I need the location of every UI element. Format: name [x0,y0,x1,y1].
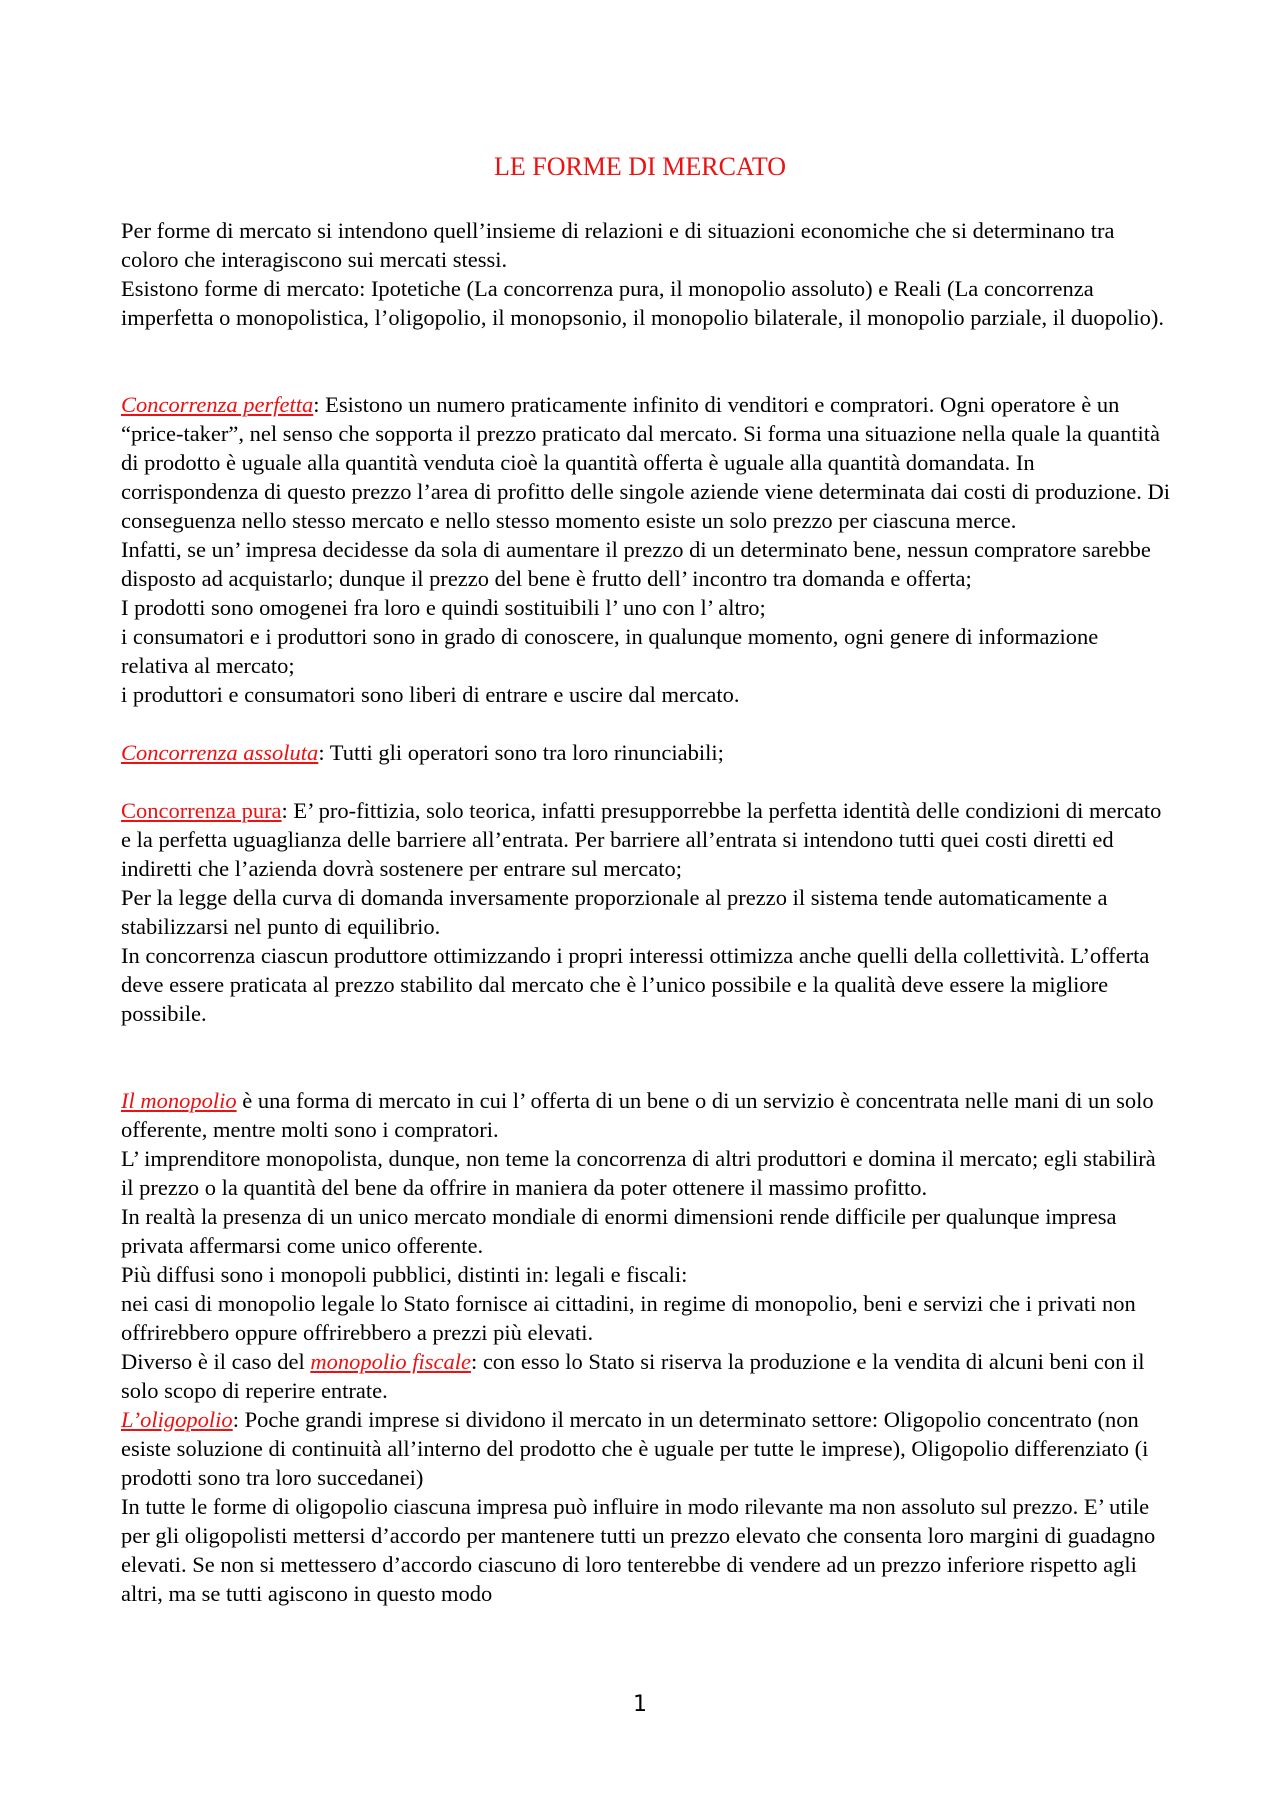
paragraph: In realtà la presenza di un unico mercato mondiale di enormi dimensioni rende difficile per qualunque impresa privata affermarsi come unico offerente. [121,1204,1117,1258]
section-monopolio [121,1086,1171,1144]
section-concorrenza-pura [121,796,1171,883]
paragraph: In concorrenza ciascun produttore ottimizzando i propri interessi ottimizza anche quelli della collettività. L’offerta deve essere praticata al prezzo stabilito dal mercato che è l’unico possibile e la qualità deve essere la migliore possibile. [121,943,1150,1026]
paragraph-text: : Poche grandi imprese si dividono il mercato in un determinato settore: Oligopolio concentrato (non esiste soluzione di continuità all’interno del prodotto che è uguale per tutte le imprese), Oligopolio differenziato (i prodotti sono tra loro succedanei) [121,1407,1149,1490]
paragraph-text: Diverso è il caso del [121,1349,311,1374]
paragraph: Infatti, se un’ impresa decidesse da sola di aumentare il prezzo di un determinato bene, nessun compratore sarebbe disposto ad acquistarlo; dunque il prezzo del bene è frutto dell’ incontro tra domanda e offerta; [121,537,1151,591]
term-concorrenza-assoluta: Concorrenza assoluta [121,740,319,765]
term-oligopolio: L’oligopolio [121,1407,233,1432]
paragraph: Esistono forme di mercato: Ipotetiche (La concorrenza pura, il monopolio assoluto) e Reali (La concorrenza imperfetta o monopolistica, l’oligopolio, il monopsonio, il monopolio bilaterale, il monopolio parziale, il duopolio). [121,276,1164,330]
paragraph-text: : Esistono un numero praticamente infinito di venditori e compratori. Ogni operatore è un “price-taker”, nel senso che sopporta il prezzo praticato dal mercato. Si forma una situazione nella quale la quantità di prodotto è uguale alla quantità venduta cioè la quantità offerta è uguale alla quantità domandata. In corrispondenza di questo prezzo l’area di profitto delle singole aziende viene determinata dai costi di produzione. Di conseguenza nello stesso mercato e nello stesso momento esiste un solo prezzo per ciascuna merce. [121,392,1170,533]
page-number: 1 [633,1692,647,1717]
term-concorrenza-perfetta: Concorrenza perfetta [121,392,314,417]
paragraph: L’ imprenditore monopolista, dunque, non teme la concorrenza di altri produttori e domina il mercato; egli stabilirà il prezzo o la quantità del bene da offrire in maniera da poter ottenere il massimo profitto. [121,1146,1156,1200]
paragraph: nei casi di monopolio legale lo Stato fornisce ai cittadini, in regime di monopolio, beni e servizi che i privati non offrirebbero oppure offrirebbero a prezzi più elevati. [121,1291,1136,1345]
paragraph: I prodotti sono omogenei fra loro e quindi sostituibili l’ uno con l’ altro; [121,595,766,620]
section-concorrenza-perfetta [121,390,1171,535]
page-title: LE FORME DI MERCATO [493,152,787,181]
term-il-monopolio: Il monopolio [121,1088,237,1113]
term-concorrenza-pura: Concorrenza pura [121,798,282,823]
term-monopolio-fiscale: monopolio fiscale [310,1349,471,1374]
paragraph-text: : Tutti gli operatori sono tra loro rinunciabili; [318,740,724,765]
paragraph: Per forme di mercato si intendono quell’insieme di relazioni e di situazioni economiche che si determinano tra coloro che interagiscono sui mercati stessi. [121,218,1115,272]
paragraph-text: : E’ pro-fittizia, solo teorica, infatti presupporrebbe la perfetta identità delle condizioni di mercato e la perfetta uguaglianza delle barriere all’entrata. Per barriere all’entrata si intendono tutti quei costi diretti ed indiretti che l’azienda dovrà sostenere per entrare sul mercato; [121,798,1162,881]
paragraph-monopolio-fiscale [121,1347,1171,1405]
section-concorrenza-assoluta [121,738,1171,767]
paragraph: Per la legge della curva di domanda inversamente proporzionale al prezzo il sistema tende automaticamente a stabilizzarsi nel punto di equilibrio. [121,885,1108,939]
paragraph-text: : con esso lo Stato si riserva la produzione e la vendita di alcuni beni con il solo scopo di reperire entrate. [121,1349,1145,1403]
paragraph: i produttori e consumatori sono liberi di entrare e uscire dal mercato. [121,682,740,707]
paragraph: i consumatori e i produttori sono in grado di conoscere, in qualunque momento, ogni genere di informazione relativa al mercato; [121,624,1099,678]
document-body [121,216,1171,1608]
section-oligopolio [121,1405,1171,1492]
paragraph-text: è una forma di mercato in cui l’ offerta di un bene o di un servizio è concentrata nelle mani di un solo offerente, mentre molti sono i compratori. [121,1088,1154,1142]
paragraph: In tutte le forme di oligopolio ciascuna impresa può influire in modo rilevante ma non assoluto sul prezzo. E’ utile per gli oligopolisti mettersi d’accordo per mantenere tutti un prezzo elevato che consenta loro margini di guadagno elevati. Se non si mettessero d’accordo ciascuno di loro tenterebbe di vendere ad un prezzo inferiore rispetto agli altri, ma se tutti agiscono in questo modo [121,1494,1156,1606]
paragraph: Più diffusi sono i monopoli pubblici, distinti in: legali e fiscali: [121,1262,688,1287]
